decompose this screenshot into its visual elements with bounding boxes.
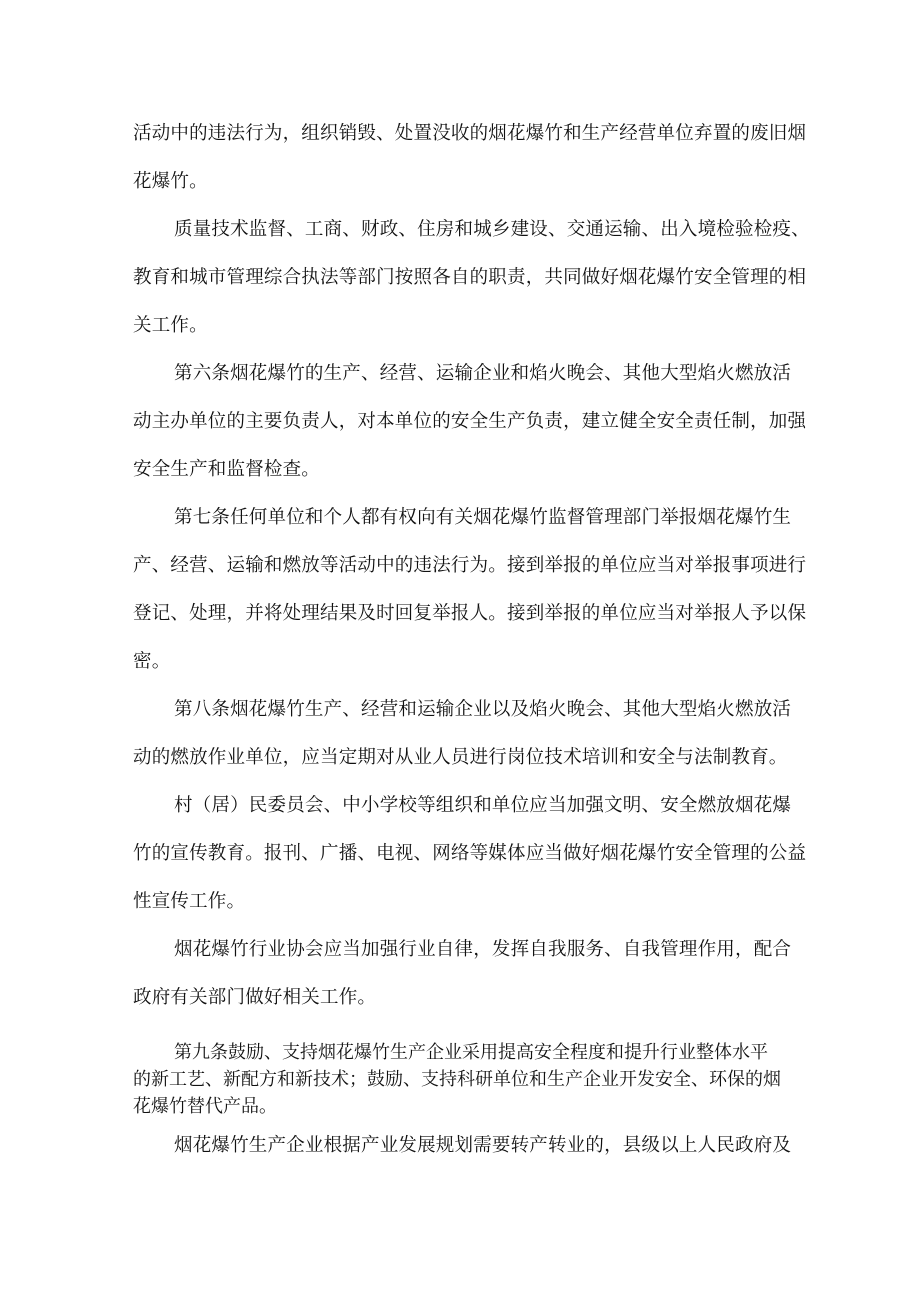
text-line: 性宣传工作。 (133, 891, 246, 912)
text-line: 第八条烟花爆竹生产、经营和运输企业以及焰火晚会、其他大型焰火燃放活 (174, 699, 792, 720)
text-line: 第七条任何单位和个人都有权向有关烟花爆竹监督管理部门举报烟花爆竹生 (174, 507, 792, 528)
text-line: 动主办单位的主要负责人，对本单位的安全生产负责，建立健全安全责任制，加强 (133, 411, 807, 432)
text-line: 第六条烟花爆竹的生产、经营、运输企业和焰火晚会、其他大型焰火燃放活 (174, 363, 792, 384)
text-line: 烟花爆竹生产企业根据产业发展规划需要转产转业的，县级以上人民政府及 (174, 1135, 792, 1156)
text-line: 花爆竹替代产品。 (133, 1096, 277, 1117)
text-line: 活动中的违法行为，组织销毁、处置没收的烟花爆竹和生产经营单位弃置的废旧烟 (133, 123, 807, 144)
text-line: 密。 (133, 651, 171, 672)
text-line: 的新工艺、新配方和新技术；鼓励、支持科研单位和生产企业开发安全、环保的烟 (133, 1069, 781, 1090)
text-line: 竹的宣传教育。报刊、广播、电视、网络等媒体应当做好烟花爆竹安全管理的公益 (133, 843, 807, 864)
text-line: 产、经营、运输和燃放等活动中的违法行为。接到举报的单位应当对举报事项进行 (133, 555, 807, 576)
text-line: 关工作。 (133, 315, 208, 336)
text-line: 登记、处理，并将处理结果及时回复举报人。接到举报的单位应当对举报人予以保 (133, 603, 807, 624)
text-line: 安全生产和监督检查。 (133, 459, 321, 480)
text-line: 质量技术监督、工商、财政、住房和城乡建设、交通运输、出入境检验检疫、 (174, 219, 810, 240)
text-line: 政府有关部门做好相关工作。 (133, 987, 377, 1008)
text-line: 第九条鼓励、支持烟花爆竹生产企业采用提高安全程度和提升行业整体水平 (174, 1042, 768, 1063)
text-line: 村（居）民委员会、中小学校等组织和单位应当加强文明、安全燃放烟花爆 (174, 795, 792, 816)
text-line: 烟花爆竹行业协会应当加强行业自律，发挥自我服务、自我管理作用，配合 (174, 939, 792, 960)
text-line: 花爆竹。 (133, 171, 208, 192)
text-line: 教育和城市管理综合执法等部门按照各自的职责，共同做好烟花爆竹安全管理的相 (133, 267, 807, 288)
text-line: 动的燃放作业单位，应当定期对从业人员进行岗位技术培训和安全与法制教育。 (133, 747, 788, 768)
